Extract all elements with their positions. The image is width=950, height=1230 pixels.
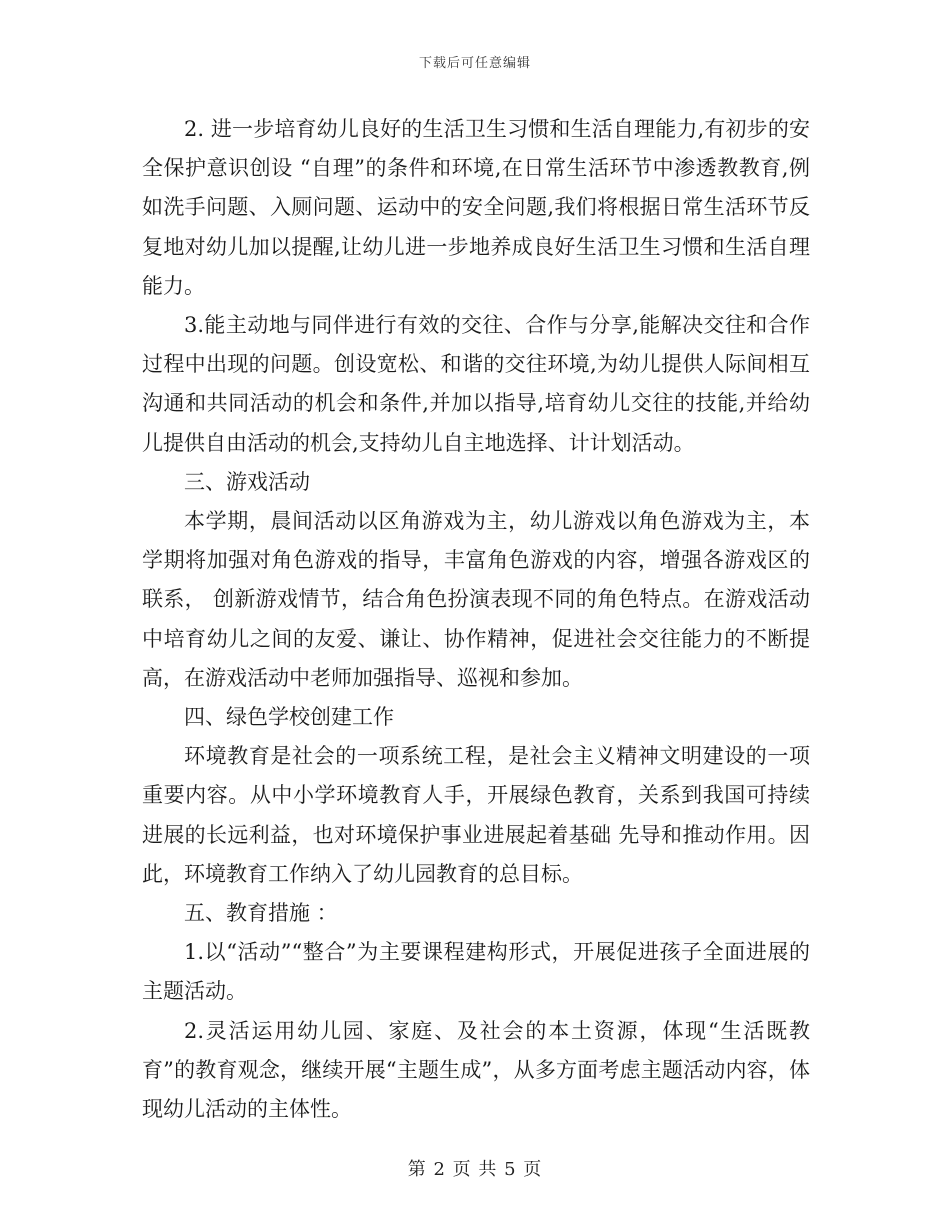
paragraph-measure-2: 2.灵活运用幼儿园、家庭、及社会的本土资源，体现“生活既教育”的教育观念，继续开展“主题生成”，从多方面考虑主题活动内容，体现幼儿活动的主体性。 (142, 1018, 810, 1122)
page-number-footer: 第 2 页 共 5 页 (407, 1159, 543, 1180)
section-heading-games: 三、游戏活动 (184, 469, 310, 494)
document-body (142, 110, 810, 1129)
paragraph-environmental-education: 环境教育是社会的一项系统工程，是社会主义精神文明建设的一项重要内容。从中小学环境教育人手，开展绿色教育，关系到我国可持续进展的长远利益，也对环境保护事业进展起着基础 先导和推动作用。因此，环境教育工作纳入了幼儿园教育的总目标。 (142, 744, 810, 886)
paragraph-peer-interaction: 3.能主动地与同伴进行有效的交往、合作与分享,能解决交往和合作过程中出现的问题。创设宽松、和谐的交往环境,为幼儿提供人际间相互沟通和共同活动的机会和条件,并加以指导,培育幼儿交往的技能,并给幼儿提供自由活动的机会,支持幼儿自主地选择、计计划活动。 (142, 313, 810, 455)
paragraph-measure-1: 1.以“活动”“整合”为主要课程建构形式，开展促进孩子全面进展的主题活动。 (142, 940, 810, 1004)
paragraph-hygiene-habits: 2. 进一步培育幼儿良好的生活卫生习惯和生活自理能力,有初步的安全保护意识创设 “自理”的条件和环境,在日常生活环节中渗透教教育,例如洗手问题、入厕问题、运动中的安全问题,我们将根据日常生活环节反复地对幼儿加以提醒,让幼儿进一步地养成良好生活卫生习惯和生活自理能力。 (142, 117, 810, 298)
page-header: 下载后可任意编辑 (418, 56, 531, 71)
section-heading-measures: 五、教育措施 ： (184, 901, 338, 926)
section-heading-green-school: 四、绿色学校创建工作 (184, 705, 394, 730)
paragraph-game-activities: 本学期，晨间活动以区角游戏为主，幼儿游戏以角色游戏为主，本学期将加强对角色游戏的指导，丰富角色游戏的内容，增强各游戏区的联系， 创新游戏情节，结合角色扮演表现不同的角色特点。在游戏活动中培育幼儿之间的友爱、谦让、协作精神，促进社会交往能力的不断提高，在游戏活动中老师加强指导、巡视和参加。 (142, 509, 810, 690)
